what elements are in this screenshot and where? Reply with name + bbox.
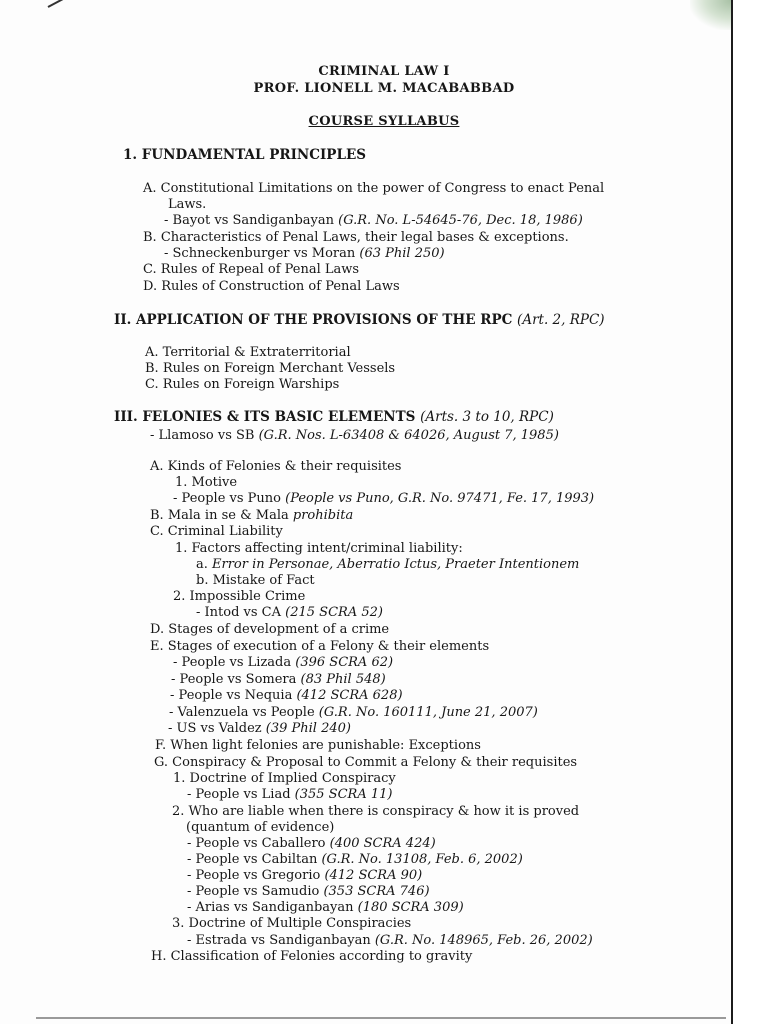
section-3-item-c1b: b. Mistake of Fact <box>196 573 315 588</box>
section-3-item-g3: 3. Doctrine of Multiple Conspiracies <box>172 916 412 931</box>
section-1-item-a: A. Constitutional Limitations on the power of Congress to enact Penal <box>143 181 605 196</box>
item-italic: prohibita <box>292 508 354 523</box>
case-name: - Intod vs CA <box>196 605 286 620</box>
case-name: - People vs Caballero <box>187 836 330 851</box>
section-1-item-b: B. Characteristics of Penal Laws, their legal bases & exceptions. <box>143 230 569 245</box>
section-3-item-e: E. Stages of execution of a Felony & their elements <box>150 639 490 654</box>
case-citation: (412 SCRA 90) <box>324 868 423 883</box>
section-1-item-c: C. Rules of Repeal of Penal Laws <box>143 262 360 277</box>
case-name: - People vs Somera <box>171 672 301 687</box>
section-3-item-e-case <box>170 688 403 703</box>
case-citation: (G.R. No. 148965, Feb. 26, 2002) <box>374 933 593 948</box>
section-3-item-c: C. Criminal Liability <box>150 524 283 539</box>
section-3-citation: (Arts. 3 to 10, RPC) <box>420 409 554 425</box>
section-3-item-g2-case <box>187 852 523 867</box>
page-bottom-edge <box>36 1017 726 1019</box>
case-name: - Estrada vs Sandiganbayan <box>187 933 375 948</box>
section-3-item-a: A. Kinds of Felonies & their requisites <box>150 459 402 474</box>
section-3-item-g1: 1. Doctrine of Implied Conspiracy <box>173 771 396 786</box>
section-3-item-g2-case <box>187 884 430 899</box>
case-name: - Llamoso vs SB <box>150 428 259 443</box>
section-3-item-c1: 1. Factors affecting intent/criminal liability: <box>175 541 463 556</box>
right-margin <box>733 0 768 1024</box>
section-3-item-g2-case <box>187 836 436 851</box>
case-citation: (People vs Puno, G.R. No. 97471, Fe. 17, 1993) <box>285 491 595 506</box>
case-citation: (412 SCRA 628) <box>296 688 403 703</box>
case-name: - People vs Cabiltan <box>187 852 322 867</box>
section-3-item-g2-cont: (quantum of evidence) <box>186 820 335 835</box>
section-3-title: III. FELONIES & ITS BASIC ELEMENTS <box>114 409 421 425</box>
scan-smudge <box>690 0 732 30</box>
item-text: B. Mala in se & Mala <box>150 508 293 523</box>
case-citation: (63 Phil 250) <box>359 246 445 261</box>
section-3-item-c1a <box>196 557 579 572</box>
section-3-item-g2-case <box>187 900 464 915</box>
section-3-item-a1-case <box>173 491 594 506</box>
case-citation: (396 SCRA 62) <box>295 655 394 670</box>
professor-name: PROF. LIONELL M. MACABABBAD <box>253 81 515 96</box>
section-3-item-e-case <box>171 672 386 687</box>
section-3-item-a1: 1. Motive <box>175 475 238 490</box>
case-name: - Schneckenburger vs Moran <box>164 246 360 261</box>
case-citation: (400 SCRA 424) <box>329 836 436 851</box>
section-3-item-f: F. When light felonies are punishable: Exceptions <box>155 738 481 753</box>
section-3-item-g3-case <box>187 933 593 948</box>
section-1-item-b-case <box>164 246 445 261</box>
course-title: CRIMINAL LAW I <box>318 64 450 79</box>
section-3-item-c2: 2. Impossible Crime <box>173 589 306 604</box>
section-3-case <box>150 428 559 443</box>
case-name: - Arias vs Sandiganbayan <box>187 900 358 915</box>
case-citation: (G.R. No. 160111, June 21, 2007) <box>318 705 538 720</box>
case-citation: (353 SCRA 746) <box>323 884 430 899</box>
item-letter: a. <box>196 557 213 572</box>
section-3-item-e-case <box>173 655 393 670</box>
section-1-item-a-case <box>164 213 583 228</box>
section-2-item-c: C. Rules on Foreign Warships <box>145 377 340 392</box>
section-2-citation: (Art. 2, RPC) <box>517 312 605 328</box>
case-citation: (39 Phil 240) <box>265 721 351 736</box>
section-1-item-d: D. Rules of Construction of Penal Laws <box>143 279 400 294</box>
case-citation: (G.R. Nos. L-63408 & 64026, August 7, 1985) <box>258 428 559 443</box>
section-2-heading <box>114 313 605 328</box>
case-citation: (83 Phil 548) <box>300 672 386 687</box>
case-name: - People vs Samudio <box>187 884 324 899</box>
section-3-heading <box>114 410 554 425</box>
section-3-item-d: D. Stages of development of a crime <box>150 622 390 637</box>
section-3-item-g2-case <box>187 868 422 883</box>
case-citation: (G.R. No. 13108, Feb. 6, 2002) <box>321 852 523 867</box>
case-name: - People vs Lizada <box>173 655 296 670</box>
section-3-item-e-case <box>169 705 538 720</box>
section-3-item-e-case <box>168 721 351 736</box>
case-name: - Valenzuela vs People <box>169 705 319 720</box>
case-citation: (355 SCRA 11) <box>294 787 393 802</box>
section-3-item-h: H. Classification of Felonies according to gravity <box>151 949 473 964</box>
case-name: - People vs Gregorio <box>187 868 325 883</box>
section-3-item-g2: 2. Who are liable when there is conspiracy & how it is proved <box>172 804 580 819</box>
case-name: - Bayot vs Sandiganbayan <box>164 213 339 228</box>
section-2-item-a: A. Territorial & Extraterritorial <box>145 345 351 360</box>
section-3-item-g1-case <box>187 787 392 802</box>
section-3-item-b <box>150 508 353 523</box>
section-2-item-b: B. Rules on Foreign Merchant Vessels <box>145 361 396 376</box>
section-1-item-a-cont: Laws. <box>168 197 207 212</box>
item-italic: Error in Personae, Aberratio Ictus, Praeter Intentionem <box>212 557 580 572</box>
section-3-item-c2-case <box>196 605 383 620</box>
section-1-heading: 1. FUNDAMENTAL PRINCIPLES <box>123 147 366 163</box>
syllabus-heading: COURSE SYLLABUS <box>308 114 460 129</box>
case-name: - People vs Puno <box>173 491 286 506</box>
case-name: - People vs Liad <box>187 787 295 802</box>
section-2-title: II. APPLICATION OF THE PROVISIONS OF THE RPC <box>114 312 518 328</box>
case-name: - People vs Nequia <box>170 688 297 703</box>
section-3-item-g: G. Conspiracy & Proposal to Commit a Felony & their requisites <box>154 755 578 770</box>
case-citation: (215 SCRA 52) <box>285 605 383 620</box>
case-citation: (G.R. No. L-54645-76, Dec. 18, 1986) <box>338 213 583 228</box>
case-name: - US vs Valdez <box>168 721 266 736</box>
case-citation: (180 SCRA 309) <box>357 900 464 915</box>
